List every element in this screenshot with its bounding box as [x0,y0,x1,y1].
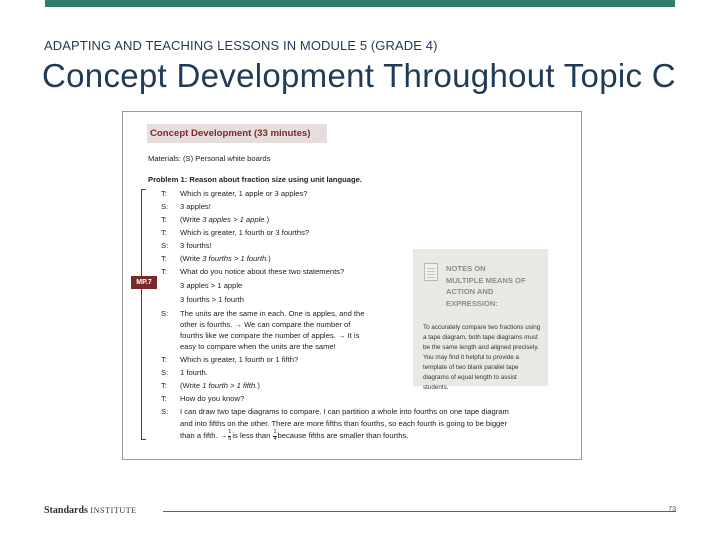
dialogue-continuation: than a fifth. → $\frac{1}{5}$ is less than $\frac{1}{4}$ because fifths are smaller than fourths. [180,429,409,442]
arrow-icon: → [337,331,346,340]
notes-body: To accurately compare two fractions using a tape diagram, both tape diagrams must be the same length and aligned precisely. You may find it helpful to provide a template of two blank parallel tape diagrams of equal length to assist students. [423,324,541,391]
slide-title: Concept Development Throughout Topic C [42,57,676,94]
dialogue-continuation: fourths like we compare the number of apples. → It is [180,331,360,340]
mp-bracket [141,189,146,440]
notes-box [413,249,548,391]
dialogue-line: T: Which is greater, 1 fourth or 1 fifth? [161,355,299,364]
statement: 3 apples > 1 apple [180,281,243,290]
dialogue-line: T: Which is greater, 1 apple or 3 apples? [161,189,308,198]
materials-line: Materials: (S) Personal white boards [148,154,271,163]
dialogue-line: T: Which is greater, 1 fourth or 3 fourths? [161,228,310,237]
arrow-icon: → [219,431,228,440]
slide-kicker: ADAPTING AND TEACHING LESSONS IN MODULE 5 (GRADE 4) [44,38,438,53]
dialogue-line: S: 1 fourth. [161,368,208,377]
dialogue-line: T: (Write 3 apples > 1 apple.) [161,215,270,224]
problem-heading: Problem 1: Reason about fraction size using unit language. [148,175,362,184]
notes-heading: NOTES ON MULTIPLE MEANS OF ACTION AND EXPRESSION: [446,264,526,308]
statement: 3 fourths > 1 fourth [180,295,244,304]
dialogue-continuation: other is fourths. → We can compare the number of [180,320,351,329]
fraction-one-fifth: $\frac{1}{5}$ [228,429,232,442]
document-icon [424,263,438,281]
standards-institute-logo: Standards INSTITUTE [44,505,137,516]
dialogue-continuation: and into fifths on the other. There are more fifths than fourths, so each fourth is going to be bigger [180,419,508,428]
arrow-icon: → [234,320,243,329]
dialogue-line: T: (Write 1 fourth > 1 fifth.) [161,381,260,390]
section-title: Concept Development (33 minutes) [147,124,327,143]
page-number: 73 [668,506,676,513]
footer-rule [163,511,676,512]
fraction-one-fourth: $\frac{1}{4}$ [273,429,277,442]
top-accent-bar [45,0,675,7]
lesson-excerpt [122,111,582,460]
dialogue-line: S:3 apples! [161,202,211,211]
dialogue-continuation: easy to compare when the units are the same! [180,342,336,351]
mp-badge: MP.7 [131,276,157,289]
dialogue-line: S: The units are the same in each. One is apples, and the [161,309,365,318]
dialogue-line: S: I can draw two tape diagrams to compare. I can partition a whole into fourths on one tape diagram [161,407,509,416]
dialogue-line: S: 3 fourths! [161,241,212,250]
dialogue-line: T: (Write 3 fourths > 1 fourth.) [161,254,271,263]
dialogue-line: T: What do you notice about these two statements? [161,267,345,276]
dialogue-line: T: How do you know? [161,394,245,403]
